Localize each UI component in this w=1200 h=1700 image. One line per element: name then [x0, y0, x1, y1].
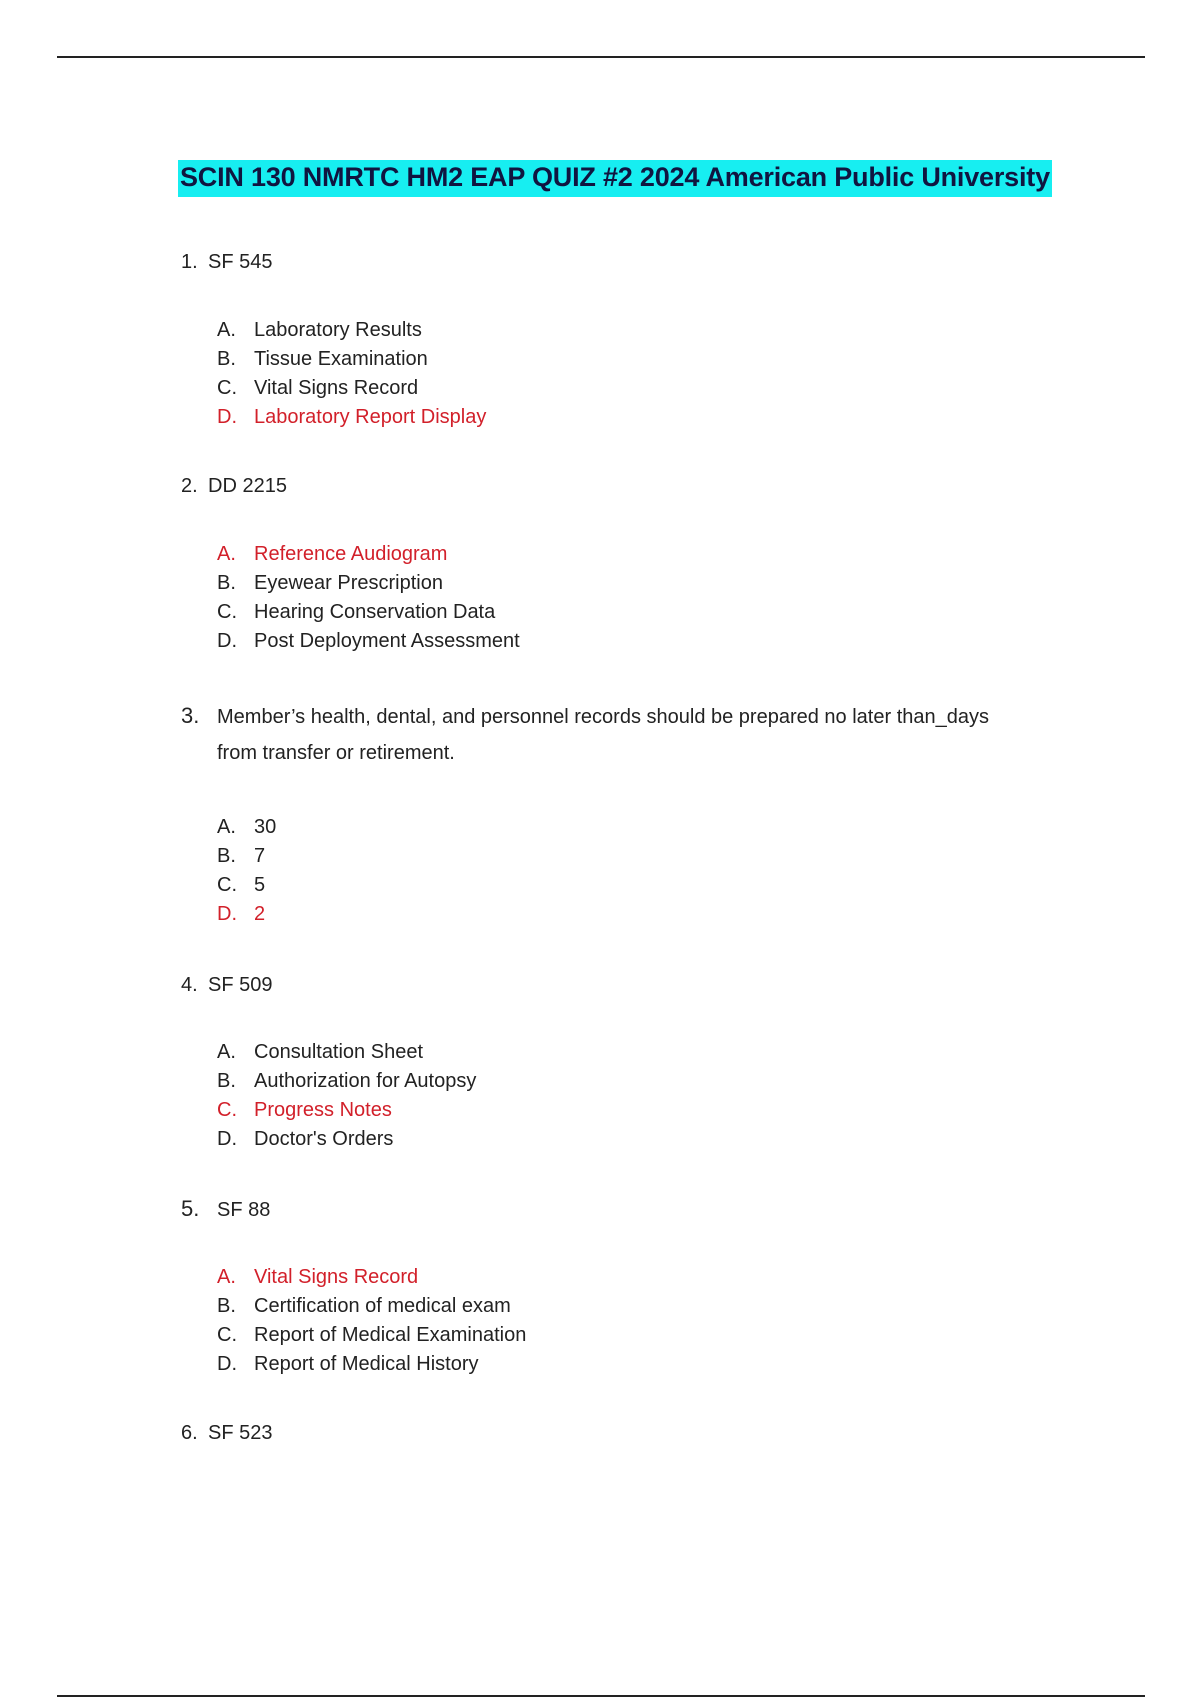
option-letter: B.	[217, 1295, 236, 1317]
option-text: Hearing Conservation Data	[254, 601, 496, 623]
option-c	[217, 1321, 526, 1350]
option-text: 7	[254, 845, 266, 867]
option-text: Laboratory Results	[254, 319, 422, 341]
option-text: Eyewear Prescription	[254, 572, 443, 594]
option-letter: C.	[217, 1099, 237, 1121]
question-text: SF 545	[208, 251, 273, 273]
option-d	[217, 1125, 476, 1154]
option-letter: C.	[217, 1324, 237, 1346]
question-2	[181, 475, 287, 498]
option-b	[217, 842, 276, 871]
option-d-correct	[217, 403, 486, 432]
question-number: 2.	[181, 475, 198, 497]
option-a	[217, 1038, 476, 1067]
option-a	[217, 813, 276, 842]
option-letter: D.	[217, 406, 237, 428]
option-b	[217, 1067, 476, 1096]
option-text: 2	[254, 903, 266, 925]
option-b	[217, 569, 520, 598]
question-1-options	[217, 316, 486, 432]
option-letter: B.	[217, 1070, 236, 1092]
option-text: Report of Medical Examination	[254, 1324, 527, 1346]
question-4-options	[217, 1038, 476, 1154]
option-text: Authorization for Autopsy	[254, 1070, 477, 1092]
option-b	[217, 345, 486, 374]
option-letter: B.	[217, 845, 236, 867]
question-text: SF 523	[208, 1422, 273, 1444]
option-a-correct	[217, 1263, 526, 1292]
question-text-line-2: from transfer or retirement.	[217, 742, 455, 764]
option-letter: D.	[217, 903, 237, 925]
option-text: Vital Signs Record	[254, 1266, 419, 1288]
question-text: SF 88	[217, 1199, 271, 1221]
question-number: 5.	[181, 1196, 200, 1221]
option-c-correct	[217, 1096, 476, 1125]
question-3-continued	[217, 742, 455, 765]
option-text: Post Deployment Assessment	[254, 630, 520, 652]
option-a-correct	[217, 540, 520, 569]
option-text: Vital Signs Record	[254, 377, 419, 399]
option-letter: A.	[217, 319, 236, 341]
option-text: Reference Audiogram	[254, 543, 448, 565]
option-a	[217, 316, 486, 345]
option-text: 30	[254, 816, 277, 838]
option-letter: A.	[217, 1041, 236, 1063]
option-b	[217, 1292, 526, 1321]
question-4	[181, 974, 272, 997]
option-letter: A.	[217, 816, 236, 838]
option-letter: D.	[217, 630, 237, 652]
option-d-correct	[217, 900, 276, 929]
question-1	[181, 251, 272, 274]
question-text: DD 2215	[208, 475, 287, 497]
question-3-options	[217, 813, 276, 929]
option-letter: B.	[217, 348, 236, 370]
option-letter: C.	[217, 601, 237, 623]
question-2-options	[217, 540, 520, 656]
option-text: Report of Medical History	[254, 1353, 479, 1375]
option-letter: D.	[217, 1353, 237, 1375]
question-number: 3.	[181, 703, 200, 728]
option-text: Tissue Examination	[254, 348, 428, 370]
option-text: Progress Notes	[254, 1099, 392, 1121]
question-text: SF 509	[208, 974, 273, 996]
question-6	[181, 1422, 272, 1445]
option-d	[217, 1350, 526, 1379]
option-letter: B.	[217, 572, 236, 594]
question-5-options	[217, 1263, 526, 1379]
option-text: Consultation Sheet	[254, 1041, 424, 1063]
option-c	[217, 871, 276, 900]
option-letter: D.	[217, 1128, 237, 1150]
option-c	[217, 374, 486, 403]
question-number: 1.	[181, 251, 198, 273]
option-text: Laboratory Report Display	[254, 406, 487, 428]
document-title: SCIN 130 NMRTC HM2 EAP QUIZ #2 2024 American Public University	[178, 160, 1052, 197]
option-letter: A.	[217, 1266, 236, 1288]
question-5	[181, 1196, 270, 1222]
question-3	[181, 703, 989, 729]
question-text-line-1: Member’s health, dental, and personnel records should be prepared no later than_days	[217, 706, 989, 728]
option-c	[217, 598, 520, 627]
question-number: 6.	[181, 1422, 198, 1444]
bottom-rule	[57, 1695, 1145, 1697]
option-text: Doctor's Orders	[254, 1128, 394, 1150]
option-text: Certification of medical exam	[254, 1295, 511, 1317]
option-letter: C.	[217, 377, 237, 399]
question-number: 4.	[181, 974, 198, 996]
option-d	[217, 627, 520, 656]
option-letter: C.	[217, 874, 237, 896]
option-text: 5	[254, 874, 266, 896]
option-letter: A.	[217, 543, 236, 565]
